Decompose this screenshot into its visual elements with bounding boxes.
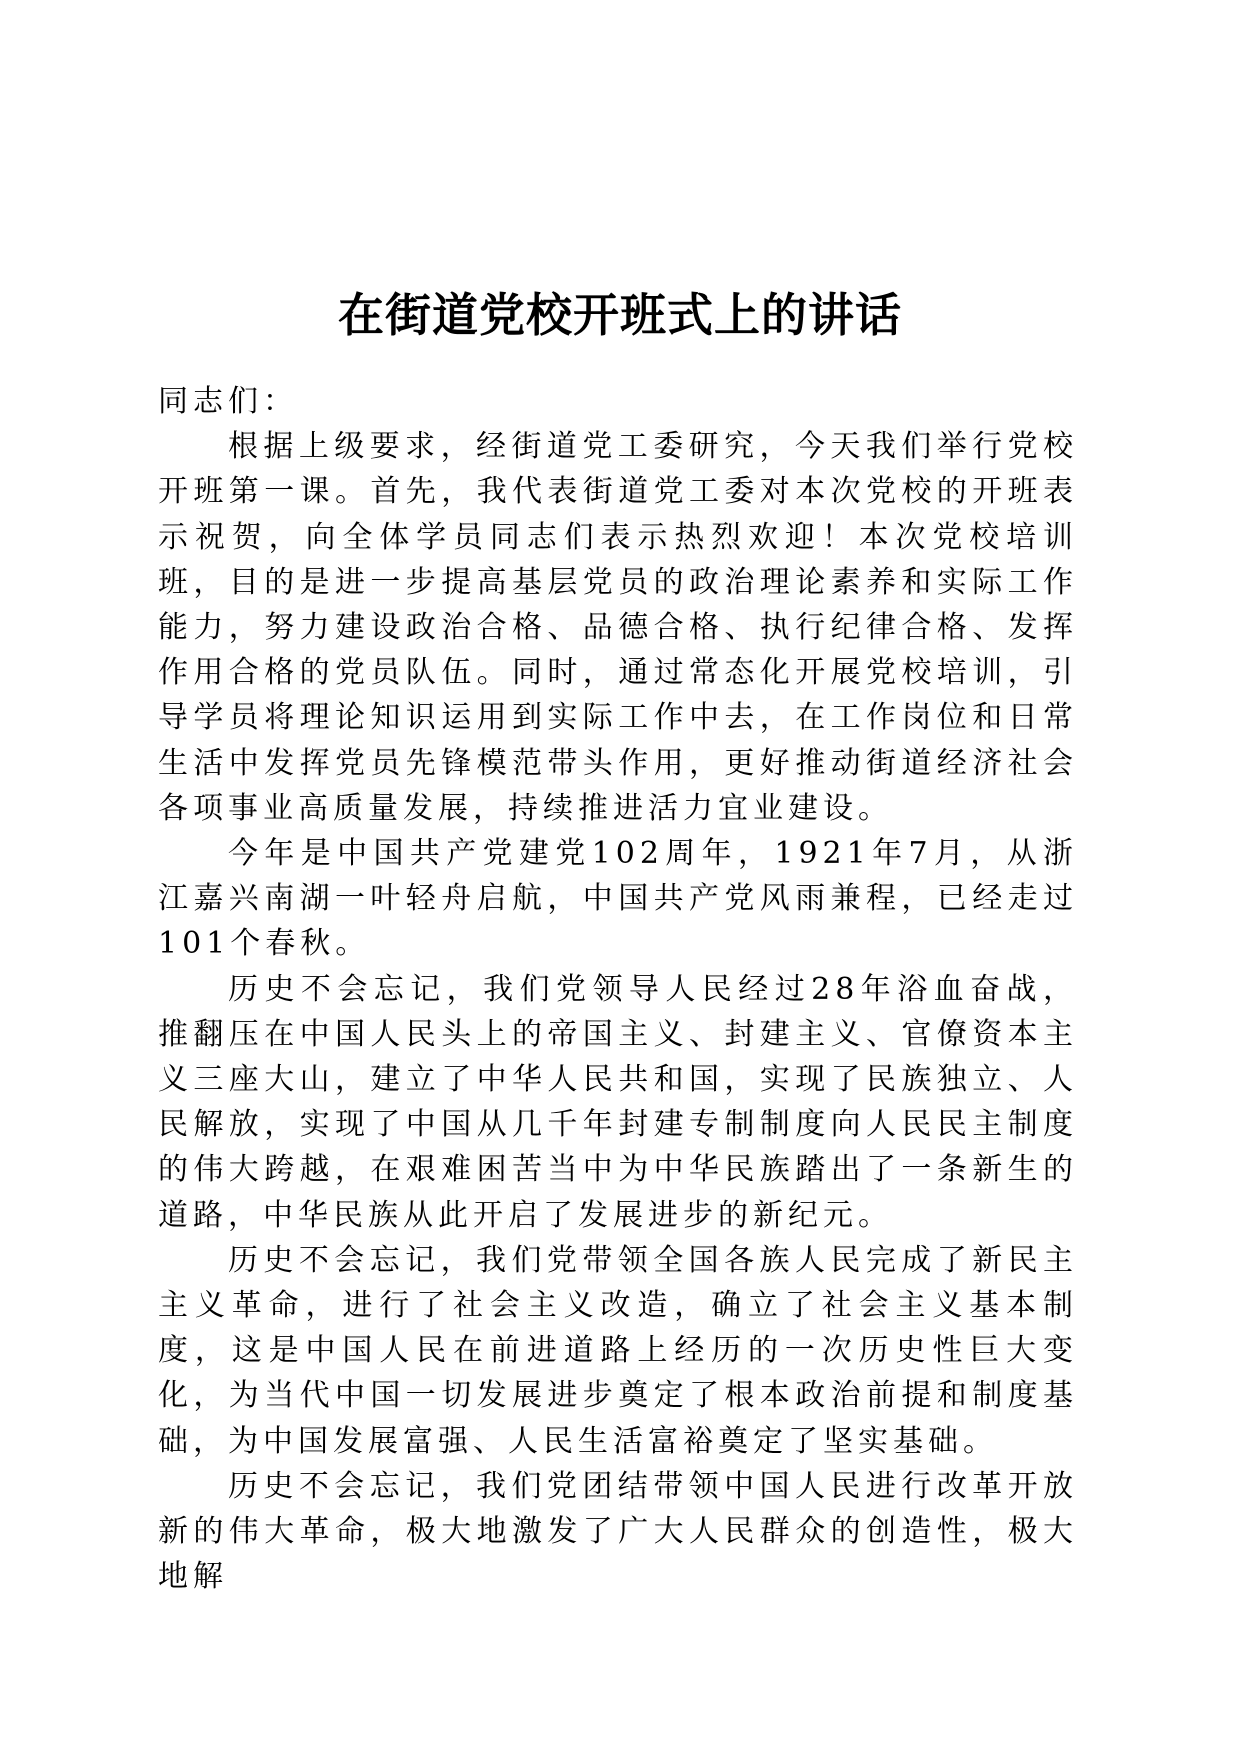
- salutation: 同志们：: [158, 384, 298, 419]
- paragraph-4: 历史不会忘记，我们党带领全国各族人民完成了新民主主义革命，进行了社会主义改造，确立了社会主义基本制度，这是中国人民在前进道路上经历的一次历史性巨大变化，为当代中国一切发展进步奠定了根本政治前提和制度基础，为中国发展富强、人民生活富裕奠定了坚实基础。: [158, 1242, 1078, 1459]
- document-body: [158, 379, 1078, 1599]
- document-title: 在街道党校开班式上的讲话: [338, 287, 902, 342]
- paragraph-5: 历史不会忘记，我们党团结带领中国人民进行改革开放新的伟大革命，极大地激发了广大人民群众的创造性，极大地解: [158, 1468, 1078, 1595]
- paragraph-1: 根据上级要求，经街道党工委研究，今天我们举行党校开班第一课。首先，我代表街道党工委对本次党校的开班表示祝贺，向全体学员同志们表示热烈欢迎！本次党校培训班，目的是进一步提高基层党员的政治理论素养和实际工作能力，努力建设政治合格、品德合格、执行纪律合格、发挥作用合格的党员队伍。同时，通过常态化开展党校培训，引导学员将理论知识运用到实际工作中去，在工作岗位和日常生活中发挥党员先锋模范带头作用，更好推动街道经济社会各项事业高质量发展，持续推进活力宜业建设。: [158, 429, 1078, 826]
- paragraph-3: 历史不会忘记，我们党领导人民经过28年浴血奋战，推翻压在中国人民头上的帝国主义、封建主义、官僚资本主义三座大山，建立了中华人民共和国，实现了民族独立、人民解放，实现了中国从几千年封建专制制度向人民民主制度的伟大跨越，在艰难困苦当中为中华民族踏出了一条新生的道路，中华民族从此开启了发展进步的新纪元。: [158, 971, 1078, 1233]
- paragraph-2: 今年是中国共产党建党102周年，1921年7月，从浙江嘉兴南湖一叶轻舟启航，中国共产党风雨兼程，已经走过101个春秋。: [158, 836, 1078, 962]
